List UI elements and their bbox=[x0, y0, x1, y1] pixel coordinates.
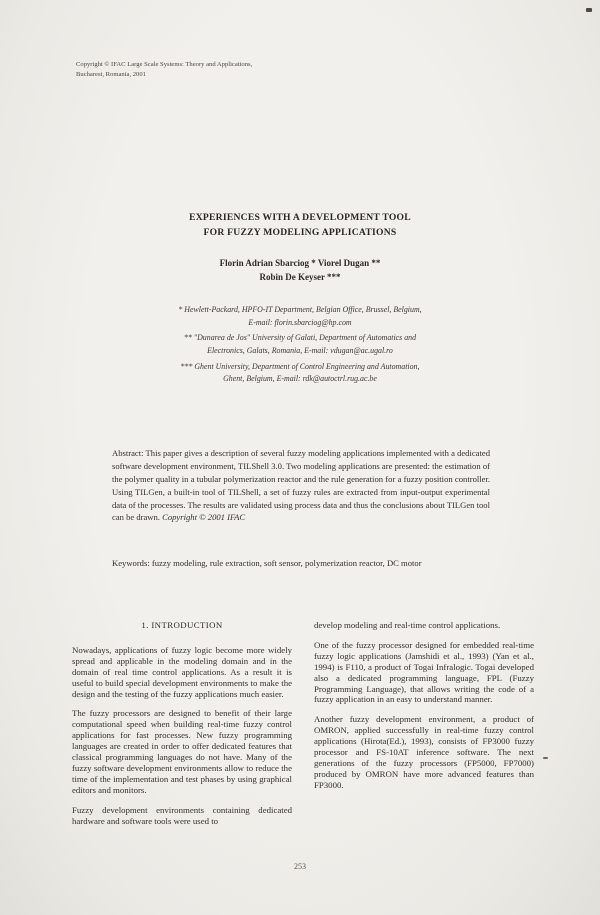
paper-title-line-1: EXPERIENCES WITH A DEVELOPMENT TOOL bbox=[189, 212, 411, 223]
authors-line-1: Florin Adrian Sbarciog * Viorel Dugan ** bbox=[219, 258, 381, 268]
abstract-paragraph bbox=[112, 447, 490, 524]
left-paragraph-2: The fuzzy processors are designed to benefit of their large computational speed when building real-time fuzzy control applications for fast processes. New fuzzy programming languages are created in order to offer dedicated features that classical programming languages do not have. Many of the fuzzy software development environments allow to reduce the time of the implementation and test phases by using graphical editors and monitors. bbox=[72, 708, 292, 795]
right-paragraph-3: Another fuzzy development environment, a product of OMRON, applied successfully in real-time fuzzy control applications (Hirota(Ed.), 1993), consists of FP3000 fuzzy processor and FS-10AT inference software. The next generations of the fuzzy processors (FP5000, FP7000) produced by OMRON have more advanced features than FP3000. bbox=[314, 714, 534, 790]
page-number: 253 bbox=[294, 862, 306, 871]
authors-block bbox=[170, 257, 430, 285]
paper-title bbox=[0, 210, 600, 241]
affiliation-hewlett-packard: * Hewlett-Packard, HPFO-IT Department, Belgian Office, Brussel, Belgium, E-mail: florin.sbarciog@hp.com bbox=[178, 305, 422, 327]
section-1-heading: 1. INTRODUCTION bbox=[141, 620, 223, 630]
abstract-copyright-note: Copyright © 2001 IFAC bbox=[162, 512, 246, 523]
affiliation-university-galati: ** "Dunarea de Jos" University of Galati, Department of Automatics and Electronics, Galats, Romania, E-mail: vdugan@ac.ugal.ro bbox=[183, 333, 417, 355]
keywords-paragraph: Keywords: fuzzy modeling, rule extraction, soft sensor, polymerization reactor, DC motor bbox=[112, 558, 422, 568]
paper-title-line-2: FOR FUZZY MODELING APPLICATIONS bbox=[203, 227, 397, 239]
left-column bbox=[72, 620, 292, 836]
abstract-text: Abstract: This paper gives a description of several fuzzy modeling applications implemented with a dedicated software development environment, TILShell 3.0. Two modeling applications are presented: the estimation of the polymer quality in a tubular polymerization reactor and the rule generation for a fuzzy position controller. Using TILGen, a built-in tool of TILShell, a set of fuzzy rules are extracted from input-output experimental data of the processes. The results are validated using process data and thus the conclusions about TILGen tool can be drawn. bbox=[112, 448, 490, 523]
left-paragraph-3: Fuzzy development environments containing dedicated hardware and software tools were used to bbox=[72, 804, 292, 826]
left-paragraph-1: Nowadays, applications of fuzzy logic become more widely spread and applicable in the modeling domain and in the domain of real time control applications. As a result it is useful to build special development environments to make the design and the testing of the fuzzy applications much easier. bbox=[72, 644, 292, 699]
affiliation-ghent-university: *** Ghent University, Department of Control Engineering and Automation, Ghent, Belgium, E-mail: rdk@autoctrl.rug.ac.be bbox=[180, 361, 420, 384]
right-paragraph-1: develop modeling and real-time control applications. bbox=[314, 620, 501, 630]
scan-artifact-speck bbox=[543, 757, 548, 759]
right-column bbox=[314, 620, 534, 836]
two-column-body bbox=[72, 620, 534, 836]
scan-artifact-corner-mark bbox=[586, 8, 592, 12]
affiliations-block bbox=[175, 304, 425, 389]
copyright-imprint: Copyright © IFAC Large Scale Systems: Theory and Applications, Bucharest, Romania, 2001 bbox=[76, 61, 253, 78]
right-paragraph-2: One of the fuzzy processor designed for embedded real-time fuzzy logic applications (Jamshidi et al., 1993) (Yan et al., 1994) is F110, a product of Togai Infralogic. Togai developed also a dedicated programming language, FPL (Fuzzy Programming Language), that allows writing the code of a fuzzy application in an easy to understand manner. bbox=[314, 639, 534, 705]
authors-line-2: Robin De Keyser *** bbox=[259, 271, 341, 282]
